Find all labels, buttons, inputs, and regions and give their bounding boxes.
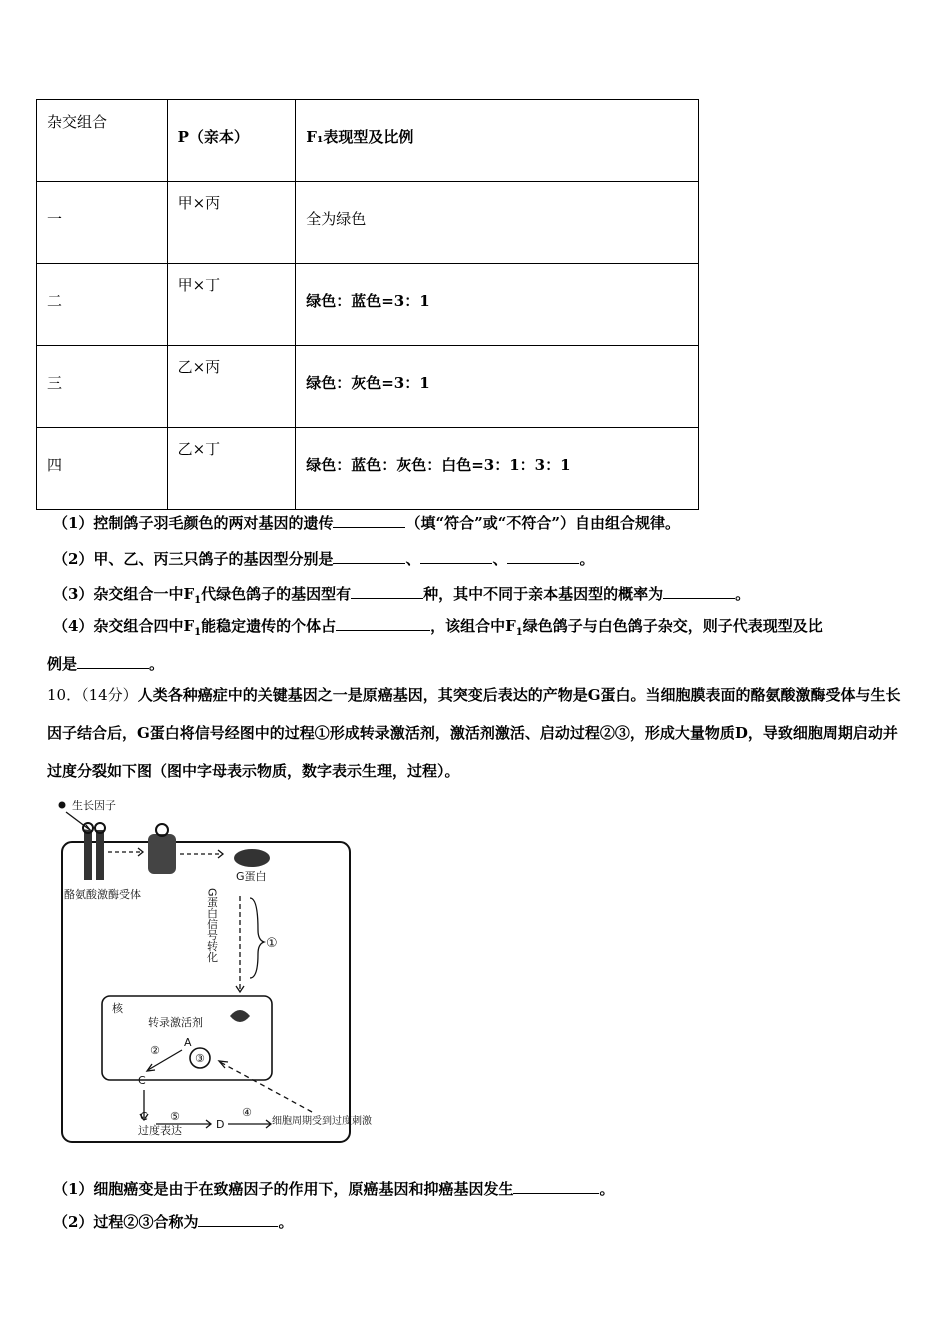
protein-c-label: C xyxy=(140,1110,148,1123)
row-result: 绿色：灰色=3：1 xyxy=(306,374,430,392)
q9-sub3: （3）杂交组合一中$F_1$代绿色鸽子的基因型有 种，其中不同于亲本基因型的概率为 。 xyxy=(53,585,751,606)
activator-label: 转录激活剂 xyxy=(148,1016,203,1029)
row-group: 二 xyxy=(47,292,63,310)
answer-blank[interactable] xyxy=(333,549,405,564)
growth-factor-arrow xyxy=(66,812,90,830)
overexpression-label: 过度表达 xyxy=(138,1124,182,1137)
process3-label: ③ xyxy=(195,1052,205,1065)
row-group: 四 xyxy=(47,456,63,474)
answer-blank[interactable] xyxy=(513,1179,599,1194)
header-parents: P（亲本） xyxy=(177,128,249,146)
question-score: （14分） xyxy=(81,686,138,704)
table-row xyxy=(37,264,699,346)
table-row xyxy=(37,428,699,510)
q9-sub4-cont: 例是 。 xyxy=(47,655,165,673)
answer-blank[interactable] xyxy=(77,654,149,669)
table-row xyxy=(37,182,699,264)
d-label: D xyxy=(216,1118,225,1131)
row-result: 全为绿色 xyxy=(306,210,367,228)
question-number: 10． xyxy=(47,686,82,704)
process5-label: ⑤ xyxy=(170,1110,180,1123)
answer-blank[interactable] xyxy=(351,584,423,599)
row-parents: 甲×丙 xyxy=(177,194,221,212)
row-parents: 乙×丙 xyxy=(177,358,221,376)
row-result: 绿色：蓝色=3：1 xyxy=(306,292,430,310)
g-protein-icon xyxy=(234,849,270,867)
gene-a-label: A xyxy=(184,1036,192,1049)
answer-blank[interactable] xyxy=(333,513,405,528)
q10-sub1: （1）细胞癌变是由于在致癌因子的作用下，原癌基因和抑癌基因发生 。 xyxy=(53,1180,615,1198)
nucleus-label: 核 xyxy=(112,1002,123,1015)
growth-factor-icon xyxy=(59,802,66,809)
row-group: 三 xyxy=(47,374,63,392)
growth-factor-label: 生长因子 xyxy=(72,800,116,812)
q9-sub2: （2）甲、乙、丙三只鸽子的基因型分别是 、 、 。 xyxy=(53,550,595,568)
row-group: 一 xyxy=(47,210,63,228)
q10-sub2: （2）过程②③合称为 。 xyxy=(53,1213,294,1231)
rna-c-label: C xyxy=(138,1074,146,1087)
q9-sub1: （1）控制鸽子羽毛颜色的两对基因的遗传 （填“符合”或“不符合”）自由组合规律。 xyxy=(53,514,680,532)
process2-label: ② xyxy=(150,1044,160,1057)
process4-label: ④ xyxy=(242,1106,252,1119)
cycle-label: 细胞周期受到过度刺激 xyxy=(272,1116,372,1127)
process1-brace xyxy=(250,898,264,978)
table-row xyxy=(37,346,699,428)
table-header-row xyxy=(37,100,699,182)
q9-sub4: （4）杂交组合四中$F_1$能稳定遗传的个体占 ，该组合中$F_1$绿色鸽子与白色鸽子杂交，则子代表现型及比 xyxy=(53,617,823,638)
row-parents: 甲×丁 xyxy=(177,276,221,294)
receptor-icon xyxy=(83,823,105,880)
signal-pathway-figure xyxy=(44,800,394,1160)
answer-blank[interactable] xyxy=(198,1212,278,1227)
receptor-label: 酪氨酸激酶受体 xyxy=(64,888,141,901)
activator-icon xyxy=(230,1010,250,1022)
row-parents: 乙×丁 xyxy=(177,440,221,458)
question-text: 人类各种癌症中的关键基因之一是原癌基因，其突变后表达的产物是G蛋白。当细胞膜表面的酪氨酸激酶受体与生长因子结合后，G蛋白将信号经图中的过程①形成转录激活剂，激活剂激活、启动过程②③，形成大量物质D，导致细胞周期启动并过度分裂如下图（图中字母表示物质，数字表示生理，过程）。 xyxy=(47,686,901,780)
relay-protein-icon xyxy=(148,824,176,874)
answer-blank[interactable] xyxy=(663,584,735,599)
header-f1: F₁表现型及比例 xyxy=(306,128,414,146)
answer-blank[interactable] xyxy=(336,616,430,631)
cascade-label: G蛋白信号转化 xyxy=(205,888,219,963)
row-result: 绿色：蓝色：灰色：白色=3：1：3：1 xyxy=(306,456,571,474)
cross-table xyxy=(36,99,699,510)
answer-blank[interactable] xyxy=(507,549,579,564)
process1-label: ① xyxy=(266,936,278,951)
cell-membrane xyxy=(62,842,350,1142)
q10-stem xyxy=(47,676,907,790)
g-protein-label: G蛋白 xyxy=(236,870,267,883)
pathway-diagram xyxy=(44,800,394,1160)
feedback-arrow xyxy=(220,1062,312,1112)
answer-blank[interactable] xyxy=(420,549,492,564)
header-group: 杂交组合 xyxy=(47,113,108,131)
